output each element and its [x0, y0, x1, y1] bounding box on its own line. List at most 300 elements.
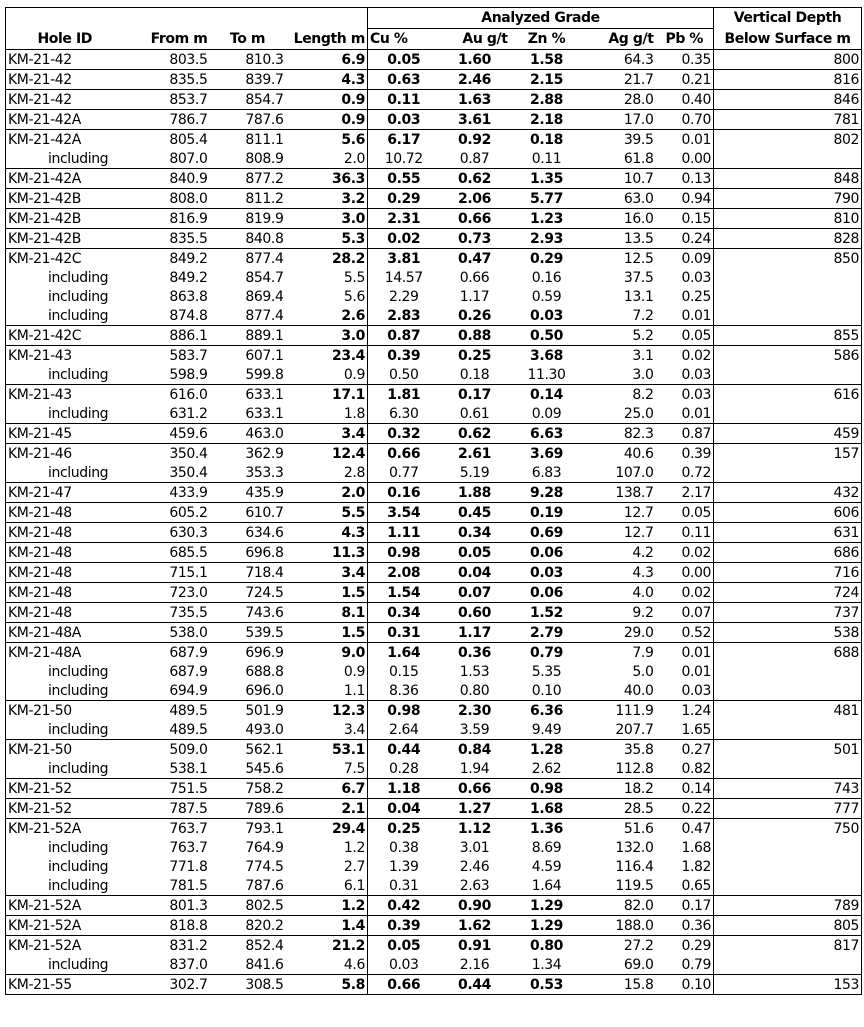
pb-cell: 0.24	[656, 229, 714, 249]
length-cell: 2.1	[286, 799, 368, 819]
cu-cell: 0.42	[368, 896, 440, 916]
depth-cell	[714, 463, 862, 483]
zn-cell: 2.18	[510, 110, 584, 130]
zn-cell: 1.52	[510, 603, 584, 623]
pb-cell: 1.65	[656, 720, 714, 740]
analyzed-grade-header: Analyzed Grade	[368, 8, 714, 29]
depth-cell: 538	[714, 623, 862, 643]
cu-cell: 0.39	[368, 916, 440, 936]
to-cell: 634.6	[210, 523, 286, 543]
ag-cell: 40.6	[584, 444, 656, 464]
to-cell: 607.1	[210, 346, 286, 366]
cu-cell: 0.63	[368, 70, 440, 90]
depth-cell	[714, 857, 862, 876]
pb-cell: 0.25	[656, 287, 714, 306]
to-cell: 718.4	[210, 563, 286, 583]
pb-cell: 0.17	[656, 896, 714, 916]
au-cell: 0.87	[459, 150, 490, 167]
hole-id-cell: including	[6, 463, 124, 483]
from-cell: 630.3	[124, 523, 210, 543]
depth-cell: 846	[714, 90, 862, 110]
hole-id-cell: KM-21-52A	[6, 936, 124, 956]
depth-cell: 850	[714, 249, 862, 269]
table-row	[6, 583, 862, 603]
length-cell: 5.5	[286, 503, 368, 523]
table-row	[6, 936, 862, 956]
depth-cell: 432	[714, 483, 862, 503]
cu-cell: 0.03	[368, 110, 440, 130]
length-cell: 1.4	[286, 916, 368, 936]
table-row	[6, 662, 862, 681]
cu-cell: 0.29	[368, 189, 440, 209]
from-cell: 786.7	[124, 110, 210, 130]
cu-cell: 2.64	[388, 721, 419, 738]
length-cell: 2.0	[286, 149, 368, 169]
hole-id-cell: KM-21-42	[6, 70, 124, 90]
hole-id-cell: KM-21-42C	[6, 326, 124, 346]
from-header: From m	[124, 29, 210, 50]
length-cell: 5.8	[286, 975, 368, 995]
length-header: Length m	[286, 29, 368, 50]
to-cell: 854.7	[245, 269, 284, 286]
from-cell: 835.5	[124, 229, 210, 249]
to-cell: 774.5	[245, 858, 284, 875]
length-cell: 29.4	[286, 819, 368, 839]
depth-cell: 716	[714, 563, 862, 583]
to-cell: 869.4	[245, 288, 284, 305]
ag-cell: 132.0	[615, 839, 654, 856]
to-cell: 599.8	[245, 366, 284, 383]
table-row	[6, 50, 862, 70]
cu-cell: 10.72	[384, 150, 423, 167]
table-row	[6, 623, 862, 643]
ag-cell: 82.3	[584, 424, 656, 444]
ag-cell: 3.1	[584, 346, 656, 366]
pb-cell: 0.39	[656, 444, 714, 464]
cu-cell: 0.39	[368, 346, 440, 366]
zn-cell: 5.35	[531, 663, 562, 680]
pb-cell: 0.70	[656, 110, 714, 130]
au-cell: 3.61	[440, 110, 510, 130]
pb-cell: 0.82	[656, 759, 714, 779]
zn-cell: 0.03	[510, 563, 584, 583]
ag-cell: 61.8	[623, 150, 654, 167]
depth-cell	[714, 838, 862, 857]
to-cell: 743.6	[210, 603, 286, 623]
from-cell: 831.2	[124, 936, 210, 956]
from-cell: 840.9	[124, 169, 210, 189]
hole-id-cell: including	[6, 149, 124, 169]
cu-cell: 2.08	[368, 563, 440, 583]
table-row	[6, 268, 862, 287]
hole-id-cell: KM-21-42A	[6, 169, 124, 189]
au-cell: 0.88	[440, 326, 510, 346]
from-cell: 350.4	[124, 444, 210, 464]
hole-id-cell: including	[6, 720, 124, 740]
hole-id-cell: KM-21-52A	[6, 819, 124, 839]
to-cell: 802.5	[210, 896, 286, 916]
hole-id-cell: KM-21-45	[6, 424, 124, 444]
to-cell: 696.0	[245, 682, 284, 699]
zn-cell: 3.68	[510, 346, 584, 366]
ag-cell: 3.0	[632, 366, 654, 383]
cu-cell: 0.98	[368, 543, 440, 563]
depth-cell	[714, 681, 862, 701]
cu-cell: 0.50	[388, 366, 419, 383]
drill-results-table	[5, 7, 862, 995]
cu-cell: 0.04	[368, 799, 440, 819]
from-cell: 302.7	[124, 975, 210, 995]
hole-id-cell: KM-21-42C	[6, 249, 124, 269]
depth-cell: 686	[714, 543, 862, 563]
au-cell: 0.05	[440, 543, 510, 563]
cu-cell: 1.11	[368, 523, 440, 543]
length-cell: 3.2	[286, 189, 368, 209]
pb-cell: 0.87	[656, 424, 714, 444]
to-cell: 610.7	[210, 503, 286, 523]
from-cell: 807.0	[169, 150, 208, 167]
zn-cell: 2.88	[510, 90, 584, 110]
ag-cell: 40.0	[623, 682, 654, 699]
au-cell: 0.90	[440, 896, 510, 916]
table-row	[6, 857, 862, 876]
hole-id-cell: KM-21-50	[6, 701, 124, 721]
zn-cell: 0.03	[530, 307, 563, 324]
depth-cell: 781	[714, 110, 862, 130]
from-cell: 598.9	[169, 366, 208, 383]
pb-cell: 2.17	[656, 483, 714, 503]
pb-cell: 0.00	[656, 563, 714, 583]
table-row	[6, 385, 862, 405]
pb-cell: 0.00	[656, 149, 714, 169]
to-cell: 787.6	[245, 877, 284, 894]
hole-id-cell: KM-21-48	[6, 543, 124, 563]
from-cell: 849.2	[124, 249, 210, 269]
cu-cell: 0.02	[368, 229, 440, 249]
table-row	[6, 975, 862, 995]
from-cell: 751.5	[124, 779, 210, 799]
from-cell: 801.3	[124, 896, 210, 916]
ag-cell: 107.0	[615, 464, 654, 481]
to-cell: 562.1	[210, 740, 286, 760]
depth-cell: 501	[714, 740, 862, 760]
zn-cell: 6.36	[510, 701, 584, 721]
length-cell: 0.9	[286, 90, 368, 110]
depth-cell: 724	[714, 583, 862, 603]
hole-id-cell: KM-21-42	[6, 90, 124, 110]
header-row-columns	[6, 29, 862, 50]
ag-cell: 119.5	[615, 877, 654, 894]
ag-cell: 29.0	[584, 623, 656, 643]
au-cell: 1.12	[440, 819, 510, 839]
from-cell: 816.9	[124, 209, 210, 229]
zn-cell: 0.59	[531, 288, 562, 305]
table-row	[6, 681, 862, 701]
to-cell: 877.2	[210, 169, 286, 189]
depth-cell: 157	[714, 444, 862, 464]
length-cell: 11.3	[286, 543, 368, 563]
pb-cell: 1.68	[656, 838, 714, 857]
from-cell: 886.1	[124, 326, 210, 346]
au-cell: 0.18	[459, 366, 490, 383]
length-cell: 7.5	[286, 759, 368, 779]
length-cell: 3.0	[286, 326, 368, 346]
from-cell: 583.7	[124, 346, 210, 366]
depth-cell: 848	[714, 169, 862, 189]
table-row	[6, 306, 862, 326]
table-row	[6, 169, 862, 189]
length-cell: 4.3	[286, 523, 368, 543]
to-cell: 808.9	[245, 150, 284, 167]
table-row	[6, 701, 862, 721]
pb-cell: 0.14	[656, 779, 714, 799]
hole-id-header: Hole ID	[6, 29, 124, 50]
depth-cell: 586	[714, 346, 862, 366]
from-cell: 433.9	[124, 483, 210, 503]
au-cell: 0.34	[440, 523, 510, 543]
zn-cell: 2.62	[531, 760, 562, 777]
length-cell: 21.2	[286, 936, 368, 956]
from-cell: 763.7	[124, 819, 210, 839]
au-cell: 0.26	[458, 307, 491, 324]
pb-cell: 0.72	[656, 463, 714, 483]
ag-cell: 4.2	[584, 543, 656, 563]
au-cell: 0.44	[440, 975, 510, 995]
length-cell: 0.9	[286, 662, 368, 681]
length-cell: 17.1	[286, 385, 368, 405]
hole-id-cell: KM-21-48	[6, 583, 124, 603]
au-cell: 2.16	[459, 956, 490, 973]
from-cell: 694.9	[169, 682, 208, 699]
to-cell: 819.9	[210, 209, 286, 229]
table-row	[6, 955, 862, 975]
cu-cell: 0.98	[368, 701, 440, 721]
ag-cell: 15.8	[584, 975, 656, 995]
header-row-group	[6, 8, 862, 29]
hole-id-cell: including	[6, 287, 124, 306]
to-header: To m	[210, 29, 286, 50]
ag-cell: 111.9	[584, 701, 656, 721]
ag-cell: 4.0	[584, 583, 656, 603]
pb-cell: 0.52	[656, 623, 714, 643]
cu-cell: 0.66	[368, 975, 440, 995]
cu-cell: 0.31	[388, 877, 419, 894]
header-blank	[6, 8, 124, 29]
zn-cell: 0.50	[510, 326, 584, 346]
from-cell: 808.0	[124, 189, 210, 209]
length-cell: 5.6	[286, 287, 368, 306]
ag-cell: 21.7	[584, 70, 656, 90]
from-cell: 631.2	[169, 405, 208, 422]
length-cell: 3.4	[286, 424, 368, 444]
pb-cell: 0.03	[656, 268, 714, 287]
table-row	[6, 287, 862, 306]
depth-cell: 805	[714, 916, 862, 936]
hole-id-cell: including	[6, 681, 124, 701]
au-cell: 0.66	[440, 209, 510, 229]
cu-cell: 14.57	[384, 269, 423, 286]
depth-cell	[714, 662, 862, 681]
length-cell: 5.5	[286, 268, 368, 287]
zn-cell: 1.35	[510, 169, 584, 189]
length-cell: 6.7	[286, 779, 368, 799]
table-row	[6, 779, 862, 799]
depth-cell	[714, 365, 862, 385]
au-cell: 0.36	[440, 643, 510, 663]
zn-cell: 4.59	[531, 858, 562, 875]
ag-cell: 25.0	[623, 405, 654, 422]
length-cell: 3.0	[286, 209, 368, 229]
depth-cell: 616	[714, 385, 862, 405]
to-cell: 793.1	[210, 819, 286, 839]
table-row	[6, 483, 862, 503]
au-cell: 0.91	[440, 936, 510, 956]
to-cell: 811.1	[210, 130, 286, 150]
au-cell: 0.73	[440, 229, 510, 249]
pb-cell: 0.03	[656, 385, 714, 405]
au-cell: 3.01	[459, 839, 490, 856]
zn-cell: 1.23	[510, 209, 584, 229]
ag-cell: 116.4	[615, 858, 654, 875]
length-cell: 3.4	[286, 720, 368, 740]
cu-cell: 1.18	[368, 779, 440, 799]
ag-cell: 13.5	[584, 229, 656, 249]
au-cell: 1.17	[440, 623, 510, 643]
zn-cell: 0.69	[510, 523, 584, 543]
vertical-depth-header: Vertical Depth	[714, 8, 862, 29]
depth-cell: 631	[714, 523, 862, 543]
pb-cell: 0.03	[656, 681, 714, 701]
zn-cell: 0.19	[510, 503, 584, 523]
au-cell: 2.61	[440, 444, 510, 464]
table-row	[6, 876, 862, 896]
depth-cell: 828	[714, 229, 862, 249]
zn-header: Zn %	[510, 29, 584, 50]
pb-cell: 0.02	[656, 346, 714, 366]
to-cell: 820.2	[210, 916, 286, 936]
zn-cell: 5.77	[510, 189, 584, 209]
au-cell: 5.19	[459, 464, 490, 481]
length-cell: 1.5	[286, 583, 368, 603]
table-row	[6, 249, 862, 269]
depth-cell	[714, 759, 862, 779]
ag-header: Ag g/t	[584, 29, 656, 50]
zn-cell: 0.06	[510, 543, 584, 563]
pb-cell: 0.13	[656, 169, 714, 189]
to-cell: 501.9	[210, 701, 286, 721]
to-cell: 787.6	[210, 110, 286, 130]
depth-cell: 777	[714, 799, 862, 819]
to-cell: 633.1	[245, 405, 284, 422]
ag-cell: 13.1	[623, 288, 654, 305]
zn-cell: 1.34	[531, 956, 562, 973]
length-cell: 36.3	[286, 169, 368, 189]
cu-cell: 0.05	[368, 936, 440, 956]
table-row	[6, 130, 862, 150]
pb-header: Pb %	[656, 29, 714, 50]
length-cell: 23.4	[286, 346, 368, 366]
cu-cell: 1.39	[388, 858, 419, 875]
zn-cell: 2.93	[510, 229, 584, 249]
length-cell: 3.4	[286, 563, 368, 583]
depth-cell	[714, 287, 862, 306]
length-cell: 12.3	[286, 701, 368, 721]
cu-header: Cu %	[368, 29, 440, 50]
from-cell: 837.0	[169, 956, 208, 973]
to-cell: 854.7	[210, 90, 286, 110]
table-body	[6, 50, 862, 995]
to-cell: 840.8	[210, 229, 286, 249]
ag-cell: 39.5	[584, 130, 656, 150]
cu-cell: 3.81	[368, 249, 440, 269]
ag-cell: 64.3	[584, 50, 656, 70]
from-cell: 459.6	[124, 424, 210, 444]
zn-cell: 11.30	[527, 366, 566, 383]
to-cell: 633.1	[210, 385, 286, 405]
from-cell: 616.0	[124, 385, 210, 405]
hole-id-cell: KM-21-52A	[6, 916, 124, 936]
table-row	[6, 740, 862, 760]
cu-cell: 1.64	[368, 643, 440, 663]
length-cell: 12.4	[286, 444, 368, 464]
pb-cell: 0.02	[656, 543, 714, 563]
pb-cell: 0.01	[656, 404, 714, 424]
table-row	[6, 444, 862, 464]
hole-id-cell: KM-21-48	[6, 503, 124, 523]
depth-cell: 743	[714, 779, 862, 799]
table-row	[6, 523, 862, 543]
ag-cell: 4.3	[584, 563, 656, 583]
zn-cell: 0.79	[510, 643, 584, 663]
pb-cell: 0.22	[656, 799, 714, 819]
from-cell: 350.4	[169, 464, 208, 481]
table-row	[6, 70, 862, 90]
ag-cell: 138.7	[584, 483, 656, 503]
ag-cell: 35.8	[584, 740, 656, 760]
ag-cell: 112.8	[615, 760, 654, 777]
from-cell: 509.0	[124, 740, 210, 760]
depth-cell: 153	[714, 975, 862, 995]
depth-cell	[714, 306, 862, 326]
table-row	[6, 563, 862, 583]
pb-cell: 0.10	[656, 975, 714, 995]
zn-cell: 0.29	[510, 249, 584, 269]
pb-cell: 0.65	[656, 876, 714, 896]
cu-cell: 0.25	[368, 819, 440, 839]
zn-cell: 6.83	[531, 464, 562, 481]
au-cell: 2.46	[440, 70, 510, 90]
ag-cell: 5.2	[584, 326, 656, 346]
cu-cell: 2.31	[368, 209, 440, 229]
au-cell: 0.80	[459, 682, 490, 699]
table-row	[6, 503, 862, 523]
table-row	[6, 896, 862, 916]
table-row	[6, 365, 862, 385]
au-cell: 0.07	[440, 583, 510, 603]
to-cell: 435.9	[210, 483, 286, 503]
table-row	[6, 543, 862, 563]
depth-cell: 810	[714, 209, 862, 229]
to-cell: 889.1	[210, 326, 286, 346]
depth-cell: 790	[714, 189, 862, 209]
au-cell: 1.27	[440, 799, 510, 819]
hole-id-cell: KM-21-52A	[6, 896, 124, 916]
zn-cell: 1.68	[510, 799, 584, 819]
hole-id-cell: including	[6, 365, 124, 385]
cu-cell: 2.29	[388, 288, 419, 305]
zn-cell: 0.14	[510, 385, 584, 405]
zn-cell: 0.10	[531, 682, 562, 699]
